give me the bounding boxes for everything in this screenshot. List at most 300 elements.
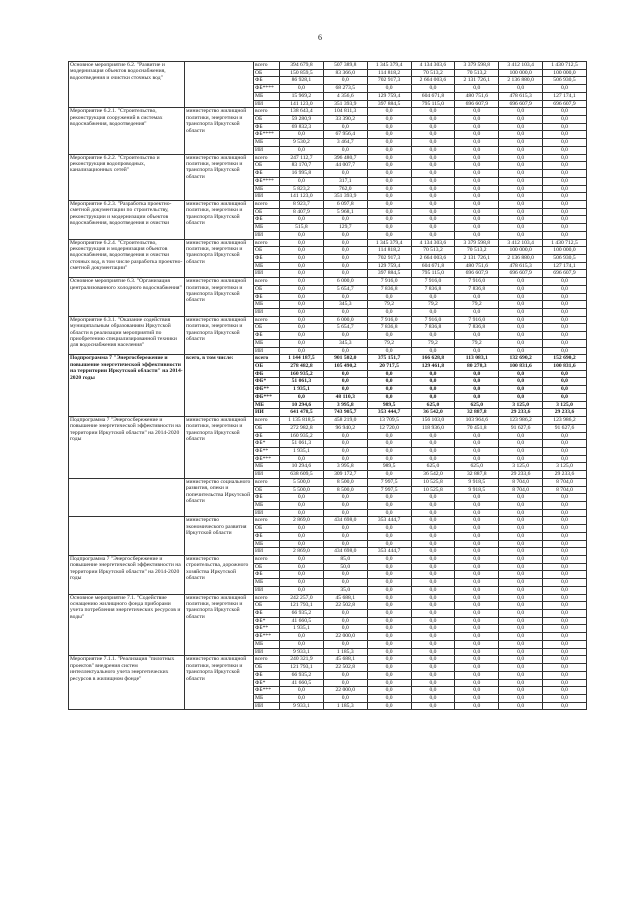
amount-cell: 69 832,3	[280, 123, 324, 131]
amount-cell: 696 607,9	[543, 270, 587, 278]
amount-cell: 70 513,2	[411, 69, 455, 77]
amount-cell: 317,1	[323, 177, 367, 185]
amount-cell: 0,0	[455, 525, 499, 533]
amount-cell: 10 294,6	[280, 401, 324, 409]
funding-source: ФБ**	[254, 625, 280, 633]
amount-cell: 0,0	[455, 139, 499, 147]
amount-cell: 0,0	[280, 231, 324, 239]
funding-source: ФБ	[254, 254, 280, 262]
budget-table	[68, 61, 587, 710]
amount-cell: 0,0	[411, 617, 455, 625]
amount-cell: 0,0	[543, 586, 587, 594]
funding-source: ФБ****	[254, 131, 280, 139]
funding-source: ОБ	[254, 563, 280, 571]
amount-cell: 100 000,0	[499, 247, 543, 255]
amount-cell: 70 513,2	[411, 247, 455, 255]
amount-cell: 278 482,8	[280, 363, 324, 371]
amount-cell: 0,0	[280, 556, 324, 564]
amount-cell: 96 940,2	[323, 424, 367, 432]
amount-cell: 0,0	[411, 347, 455, 355]
funding-source: ОБ	[254, 363, 280, 371]
amount-cell: 0,0	[543, 571, 587, 579]
amount-cell: 0,0	[367, 393, 411, 401]
amount-cell: 0,0	[280, 324, 324, 332]
amount-cell: 0,0	[455, 332, 499, 340]
amount-cell: 0,0	[367, 293, 411, 301]
amount-cell: 0,0	[543, 185, 587, 193]
amount-cell: 353 444,7	[367, 517, 411, 525]
funding-source: МБ	[254, 339, 280, 347]
amount-cell: 0,0	[367, 594, 411, 602]
amount-cell: 0,0	[367, 579, 411, 587]
amount-cell: 0,0	[455, 370, 499, 378]
amount-cell: 0,0	[499, 687, 543, 695]
amount-cell: 0,0	[367, 671, 411, 679]
amount-cell: 83 170,7	[280, 162, 324, 170]
amount-cell: 0,0	[543, 525, 587, 533]
amount-cell: 0,0	[411, 200, 455, 208]
amount-cell: 0,0	[543, 347, 587, 355]
amount-cell: 0,0	[323, 231, 367, 239]
amount-cell: 7 836,8	[455, 285, 499, 293]
amount-cell: 507 389,8	[323, 62, 367, 70]
amount-cell: 0,0	[367, 139, 411, 147]
amount-cell: 0,0	[543, 123, 587, 131]
amount-cell: 0,0	[543, 664, 587, 672]
amount-cell: 0,0	[543, 293, 587, 301]
amount-cell: 44 007,7	[323, 162, 367, 170]
amount-cell: 0,0	[280, 494, 324, 502]
amount-cell: 0,0	[367, 386, 411, 394]
table-row	[69, 62, 587, 70]
amount-cell: 0,0	[455, 378, 499, 386]
amount-cell: 166 628,8	[411, 355, 455, 363]
funding-source: ИИ	[254, 231, 280, 239]
amount-cell: 0,0	[323, 610, 367, 618]
amount-cell: 1 430 712,5	[543, 62, 587, 70]
amount-cell: 0,0	[411, 602, 455, 610]
amount-cell: 625,0	[455, 401, 499, 409]
funding-source: ФБ***	[254, 633, 280, 641]
executor: министерство жилищной политики, энергетики и транспорта Иркутской области	[185, 239, 254, 278]
amount-cell: 0,0	[455, 208, 499, 216]
amount-cell: 0,0	[499, 347, 543, 355]
amount-cell: 22 000,0	[323, 633, 367, 641]
amount-cell: 0,0	[543, 131, 587, 139]
amount-cell: 0,0	[543, 154, 587, 162]
funding-source: ОБ	[254, 116, 280, 124]
funding-source: МБ	[254, 224, 280, 232]
amount-cell: 0,0	[323, 640, 367, 648]
amount-cell: 394 679,8	[280, 62, 324, 70]
amount-cell: 0,0	[499, 702, 543, 710]
amount-cell: 743 905,7	[323, 409, 367, 417]
amount-cell: 0,0	[367, 440, 411, 448]
amount-cell: 0,0	[367, 347, 411, 355]
amount-cell: 696 607,9	[455, 100, 499, 108]
amount-cell: 0,0	[280, 509, 324, 517]
funding-source: ФБ***	[254, 455, 280, 463]
funding-source: ФБ	[254, 123, 280, 131]
amount-cell: 0,0	[411, 648, 455, 656]
amount-cell: 0,0	[543, 370, 587, 378]
amount-cell: 0,0	[455, 432, 499, 440]
amount-cell: 0,0	[367, 602, 411, 610]
amount-cell: 0,0	[411, 116, 455, 124]
amount-cell: 123 986,2	[543, 417, 587, 425]
amount-cell: 1 144 187,5	[280, 355, 324, 363]
amount-cell: 22 000,0	[323, 687, 367, 695]
amount-cell: 0,0	[455, 640, 499, 648]
amount-cell: 0,0	[455, 694, 499, 702]
amount-cell: 0,0	[367, 640, 411, 648]
amount-cell: 0,0	[323, 532, 367, 540]
amount-cell: 141 123,0	[280, 100, 324, 108]
funding-source: ФБ	[254, 494, 280, 502]
amount-cell: 396 480,7	[323, 154, 367, 162]
amount-cell: 9 918,5	[455, 478, 499, 486]
amount-cell: 0,0	[367, 185, 411, 193]
amount-cell: 0,0	[323, 170, 367, 178]
amount-cell: 506 930,5	[543, 77, 587, 85]
amount-cell: 0,0	[455, 170, 499, 178]
table-row	[69, 316, 587, 324]
funding-source: ФБ	[254, 671, 280, 679]
amount-cell: 0,0	[411, 123, 455, 131]
amount-cell: 0,0	[499, 610, 543, 618]
amount-cell: 0,0	[367, 208, 411, 216]
funding-source: ФБ	[254, 77, 280, 85]
amount-cell: 121 793,1	[280, 602, 324, 610]
amount-cell: 0,0	[411, 393, 455, 401]
amount-cell: 0,0	[499, 556, 543, 564]
amount-cell: 0,0	[411, 108, 455, 116]
amount-cell: 0,0	[323, 254, 367, 262]
amount-cell: 20 717,5	[367, 363, 411, 371]
amount-cell: 10 525,8	[411, 486, 455, 494]
amount-cell: 1 430 712,5	[543, 239, 587, 247]
amount-cell: 0,0	[280, 525, 324, 533]
funding-source: всего	[254, 355, 280, 363]
amount-cell: 36 542,0	[411, 409, 455, 417]
amount-cell: 0,0	[455, 556, 499, 564]
amount-cell: 0,0	[323, 370, 367, 378]
amount-cell: 0,0	[543, 648, 587, 656]
executor: министерство жилищной политики, энергетики и транспорта Иркутской области	[185, 108, 254, 154]
amount-cell: 0,0	[455, 671, 499, 679]
amount-cell: 0,0	[367, 146, 411, 154]
amount-cell: 0,0	[499, 370, 543, 378]
amount-cell: 0,0	[455, 386, 499, 394]
amount-cell: 0,0	[543, 85, 587, 93]
amount-cell: 702 917,3	[367, 254, 411, 262]
amount-cell: 901 502,0	[323, 355, 367, 363]
amount-cell: 0,0	[499, 332, 543, 340]
amount-cell: 397 884,5	[367, 100, 411, 108]
amount-cell: 515,8	[280, 224, 324, 232]
amount-cell: 0,0	[411, 563, 455, 571]
funding-source: ФБ*	[254, 440, 280, 448]
amount-cell: 12 720,0	[367, 424, 411, 432]
amount-cell: 0,0	[367, 378, 411, 386]
table-row	[69, 239, 587, 247]
amount-cell: 0,0	[499, 386, 543, 394]
amount-cell: 160 935,2	[280, 432, 324, 440]
amount-cell: 242 257,0	[280, 594, 324, 602]
amount-cell: 0,0	[411, 85, 455, 93]
amount-cell: 0,0	[455, 679, 499, 687]
amount-cell: 625,0	[455, 463, 499, 471]
funding-source: ИИ	[254, 509, 280, 517]
amount-cell: 345,3	[323, 301, 367, 309]
amount-cell: 1 345 379,4	[367, 239, 411, 247]
funding-source: всего	[254, 556, 280, 564]
amount-cell: 345,3	[323, 339, 367, 347]
amount-cell: 0,0	[367, 571, 411, 579]
amount-cell: 66 935,2	[280, 610, 324, 618]
amount-cell: 0,0	[499, 594, 543, 602]
funding-source: МБ	[254, 92, 280, 100]
amount-cell: 7 836,8	[367, 285, 411, 293]
funding-source: ОБ	[254, 69, 280, 77]
amount-cell: 0,0	[323, 671, 367, 679]
amount-cell: 0,0	[280, 571, 324, 579]
amount-cell: 0,0	[499, 633, 543, 641]
amount-cell: 696 607,9	[543, 100, 587, 108]
amount-cell: 6 000,0	[323, 316, 367, 324]
amount-cell: 0,0	[323, 694, 367, 702]
amount-cell: 795 115,0	[411, 100, 455, 108]
amount-cell: 0,0	[323, 617, 367, 625]
amount-cell: 0,0	[499, 162, 543, 170]
amount-cell: 0,0	[367, 370, 411, 378]
activity-title: Мероприятие 6.2.1. "Строительство, реконструкция сооружений в системах водоснабжения, водоотведения"	[69, 108, 185, 154]
funding-source: ИИ	[254, 586, 280, 594]
amount-cell: 0,0	[499, 393, 543, 401]
amount-cell: 0,0	[367, 494, 411, 502]
amount-cell: 0,0	[367, 563, 411, 571]
amount-cell: 0,0	[455, 494, 499, 502]
amount-cell: 0,0	[367, 648, 411, 656]
funding-source: ФБ***	[254, 687, 280, 695]
amount-cell: 79,2	[367, 301, 411, 309]
amount-cell: 13 709,5	[367, 417, 411, 425]
funding-source: всего	[254, 62, 280, 70]
amount-cell: 0,0	[455, 162, 499, 170]
amount-cell: 0,0	[411, 432, 455, 440]
amount-cell: 6 000,0	[323, 278, 367, 286]
amount-cell: 434 698,0	[323, 548, 367, 556]
amount-cell: 0,0	[367, 501, 411, 509]
amount-cell: 0,0	[543, 324, 587, 332]
funding-source: ФБ	[254, 216, 280, 224]
funding-source: всего	[254, 594, 280, 602]
amount-cell: 0,0	[367, 694, 411, 702]
amount-cell: 0,0	[411, 517, 455, 525]
amount-cell: 0,0	[411, 185, 455, 193]
funding-source: всего	[254, 239, 280, 247]
amount-cell: 22 502,8	[323, 602, 367, 610]
activity-title: Подпрограмма 7 "Энергосбережение и повышение энергетической эффективности на территории Иркутской области" на 2014-2020 годы	[69, 556, 185, 595]
amount-cell: 29 233,6	[543, 471, 587, 479]
amount-cell: 0,0	[280, 270, 324, 278]
amount-cell: 0,0	[455, 440, 499, 448]
amount-cell: 0,0	[543, 393, 587, 401]
funding-source: МБ	[254, 540, 280, 548]
amount-cell: 0,0	[499, 432, 543, 440]
amount-cell: 141 123,0	[280, 193, 324, 201]
amount-cell: 127 174,1	[543, 92, 587, 100]
funding-source: ФБ*	[254, 679, 280, 687]
amount-cell: 0,0	[455, 447, 499, 455]
amount-cell: 247 112,7	[280, 154, 324, 162]
amount-cell: 696 607,9	[499, 270, 543, 278]
amount-cell: 8 704,0	[543, 478, 587, 486]
amount-cell: 7 916,0	[367, 278, 411, 286]
amount-cell: 0,0	[280, 177, 324, 185]
funding-source: ИИ	[254, 548, 280, 556]
amount-cell: 0,0	[455, 293, 499, 301]
amount-cell: 0,0	[411, 162, 455, 170]
amount-cell: 0,0	[367, 432, 411, 440]
amount-cell: 0,0	[455, 509, 499, 517]
amount-cell: 0,0	[499, 185, 543, 193]
funding-source: всего	[254, 656, 280, 664]
table-row	[69, 417, 587, 425]
amount-cell: 127 174,1	[543, 262, 587, 270]
amount-cell: 5 654,7	[323, 324, 367, 332]
table-row	[69, 556, 587, 564]
amount-cell: 0,0	[323, 501, 367, 509]
amount-cell: 2 664 003,6	[411, 77, 455, 85]
activity-title: Мероприятие 6.2.4. "Строительство, реконструкция и модернизация объектов водоснабжения, водоотведения и очистки сточных вод, в том числе разработка проектно-сметной документации"	[69, 239, 185, 278]
amount-cell: 0,0	[411, 386, 455, 394]
amount-cell: 0,0	[543, 432, 587, 440]
funding-source: МБ	[254, 501, 280, 509]
amount-cell: 0,0	[543, 208, 587, 216]
amount-cell: 272 982,8	[280, 424, 324, 432]
funding-source: всего	[254, 417, 280, 425]
amount-cell: 66 935,2	[280, 671, 324, 679]
amount-cell: 0,0	[411, 525, 455, 533]
amount-cell: 0,0	[455, 123, 499, 131]
amount-cell: 0,0	[411, 702, 455, 710]
amount-cell: 0,0	[543, 339, 587, 347]
amount-cell: 0,0	[280, 501, 324, 509]
amount-cell: 0,0	[411, 594, 455, 602]
amount-cell: 35,0	[323, 586, 367, 594]
funding-source: МБ	[254, 579, 280, 587]
amount-cell: 0,0	[367, 687, 411, 695]
amount-cell: 2 664 003,6	[411, 254, 455, 262]
funding-source: ФБ	[254, 571, 280, 579]
amount-cell: 0,0	[367, 193, 411, 201]
amount-cell: 0,0	[499, 548, 543, 556]
funding-source: ОБ	[254, 247, 280, 255]
amount-cell: 0,0	[367, 610, 411, 618]
amount-cell: 0,0	[280, 301, 324, 309]
funding-source: ИИ	[254, 471, 280, 479]
amount-cell: 0,0	[499, 278, 543, 286]
amount-cell: 0,0	[543, 146, 587, 154]
amount-cell: 0,0	[543, 640, 587, 648]
amount-cell: 0,0	[499, 640, 543, 648]
amount-cell: 70 513,2	[455, 69, 499, 77]
amount-cell: 152 690,2	[543, 355, 587, 363]
amount-cell: 68 273,5	[323, 85, 367, 93]
amount-cell: 0,0	[499, 200, 543, 208]
amount-cell: 641 478,5	[280, 409, 324, 417]
amount-cell: 0,0	[367, 586, 411, 594]
amount-cell: 625,0	[411, 463, 455, 471]
amount-cell: 2 136 880,0	[499, 77, 543, 85]
executor: министерство строительства, дорожного хозяйства Иркутской области	[185, 556, 254, 595]
amount-cell: 0,0	[411, 378, 455, 386]
amount-cell: 0,0	[455, 200, 499, 208]
amount-cell: 8 500,0	[323, 486, 367, 494]
amount-cell: 0,0	[455, 177, 499, 185]
table-row	[69, 517, 587, 525]
amount-cell: 351 393,9	[323, 100, 367, 108]
amount-cell: 0,0	[367, 85, 411, 93]
amount-cell: 353 444,7	[367, 548, 411, 556]
amount-cell: 0,0	[543, 386, 587, 394]
funding-source: ФБ**	[254, 447, 280, 455]
amount-cell: 5 500,0	[280, 486, 324, 494]
amount-cell: 0,0	[367, 224, 411, 232]
amount-cell: 0,0	[499, 571, 543, 579]
amount-cell: 0,0	[411, 532, 455, 540]
amount-cell: 0,0	[367, 532, 411, 540]
amount-cell: 104 811,3	[323, 108, 367, 116]
amount-cell: 0,0	[455, 393, 499, 401]
table-row	[69, 200, 587, 208]
amount-cell: 0,0	[323, 77, 367, 85]
amount-cell: 0,0	[499, 586, 543, 594]
activity-title: Основное мероприятие 6.2. "Развитие и модернизация объектов водоснабжения, водоотведения и очистки сточных вод"	[69, 62, 185, 108]
activity-title: Мероприятие 7.1.1. "Реализация "пилотных проектов" внедрения систем интеллектуального учета энергетических ресурсов в жилищном фонде"	[69, 656, 185, 710]
amount-cell: 0,0	[411, 131, 455, 139]
amount-cell: 0,0	[543, 617, 587, 625]
executor: министерство жилищной политики, энергетики и транспорта Иркутской области	[185, 154, 254, 200]
amount-cell: 86 928,1	[280, 77, 324, 85]
amount-cell: 0,0	[411, 193, 455, 201]
amount-cell: 2 869,0	[280, 548, 324, 556]
funding-source: ИИ	[254, 309, 280, 317]
amount-cell: 121 793,1	[280, 664, 324, 672]
amount-cell: 0,0	[499, 648, 543, 656]
amount-cell: 397 884,5	[367, 270, 411, 278]
amount-cell: 0,0	[280, 633, 324, 641]
amount-cell: 0,0	[367, 108, 411, 116]
amount-cell: 480 751,6	[455, 262, 499, 270]
executor: всего, в том числе:	[185, 355, 254, 417]
amount-cell: 0,0	[280, 694, 324, 702]
amount-cell: 2 869,0	[280, 517, 324, 525]
amount-cell: 0,0	[280, 85, 324, 93]
amount-cell: 0,0	[543, 579, 587, 587]
amount-cell: 1 935,1	[280, 625, 324, 633]
amount-cell: 0,0	[455, 216, 499, 224]
amount-cell: 0,0	[367, 154, 411, 162]
amount-cell: 1 135 818,5	[280, 417, 324, 425]
amount-cell: 3 125,0	[543, 463, 587, 471]
funding-source: ОБ	[254, 285, 280, 293]
amount-cell: 0,0	[323, 525, 367, 533]
amount-cell: 0,0	[367, 131, 411, 139]
amount-cell: 0,0	[543, 455, 587, 463]
amount-cell: 0,0	[543, 702, 587, 710]
